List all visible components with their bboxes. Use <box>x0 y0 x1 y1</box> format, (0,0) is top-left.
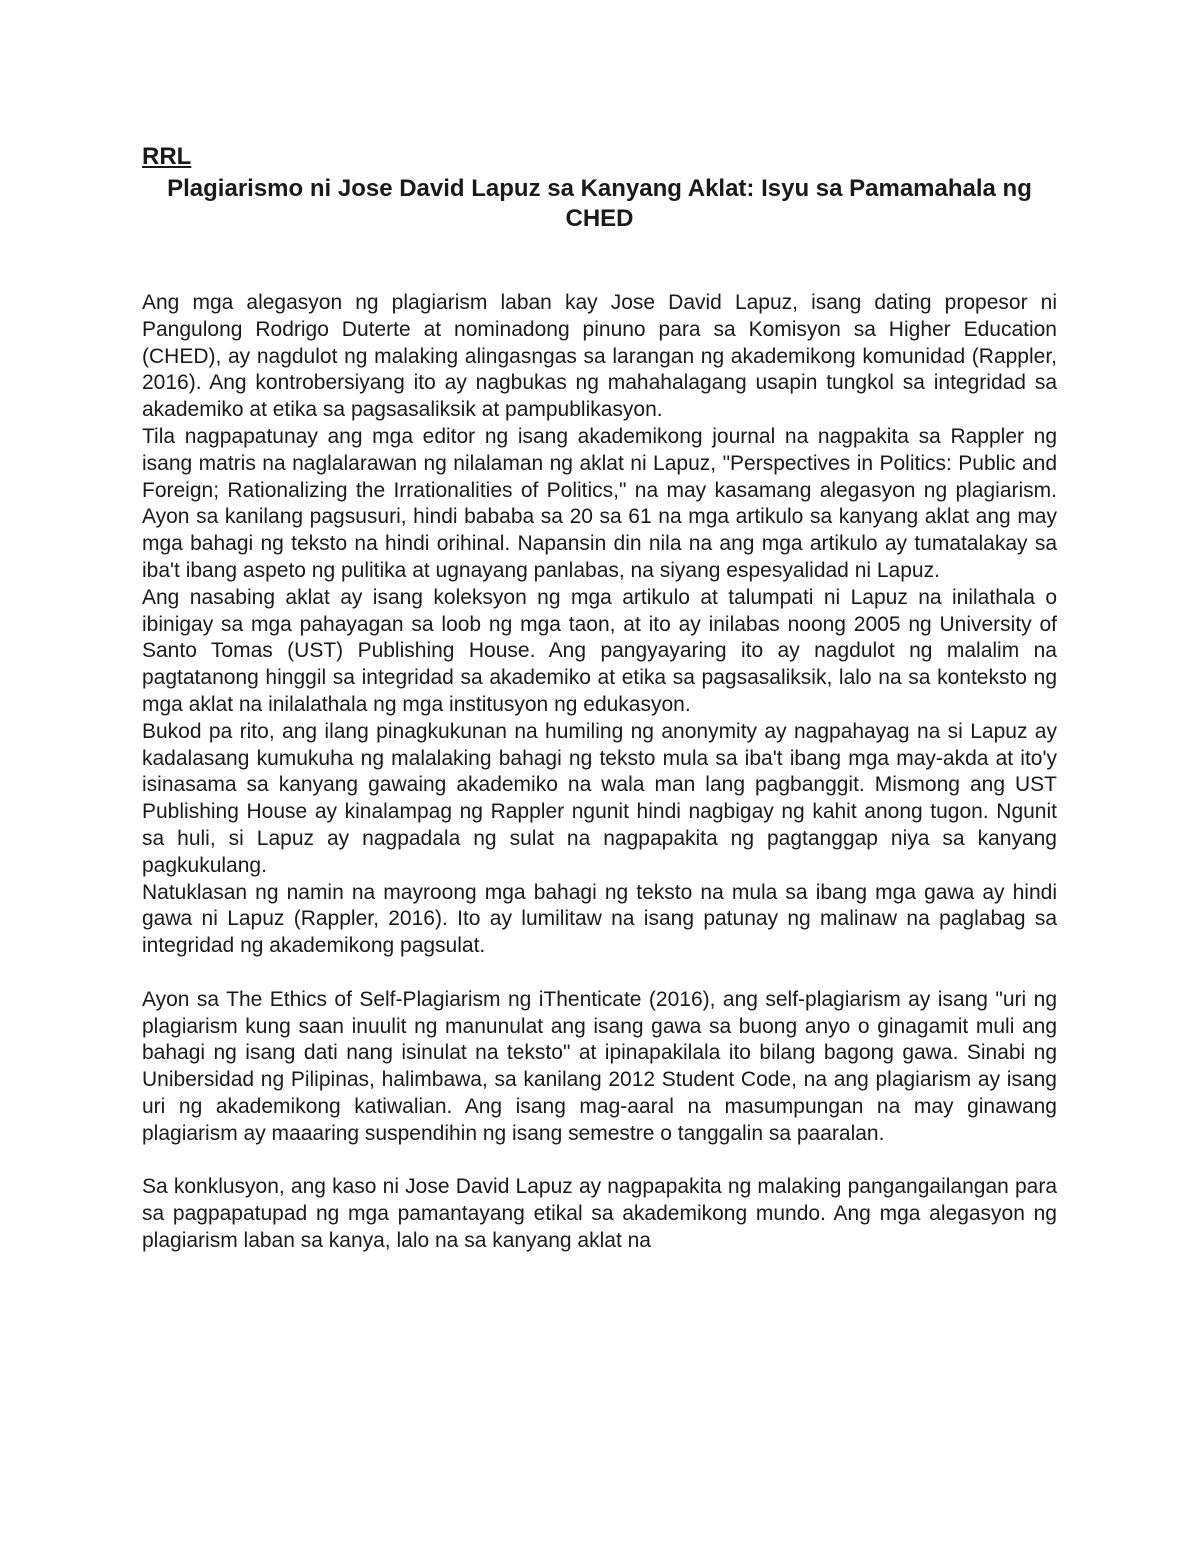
paragraph: Ang nasabing aklat ay isang koleksyon ng mga artikulo at talumpati ni Lapuz na inilathala o ibinigay sa mga pahayagan sa loob ng mga taon, at ito ay inilabas noong 2005 ng University of Santo Tomas (UST) Publishing House. Ang pangyayaring ito ay nagdulot ng malalim na pagtatanong hinggil sa integridad sa akademiko at etika sa pagsasaliksik, lalo na sa konteksto ng mga aklat na inilalathala ng mga institusyon ng edukasyon. <box>142 585 1057 716</box>
section-label: RRL <box>142 143 192 170</box>
paragraph: Tila nagpapatunay ang mga editor ng isang akademikong journal na nagpakita sa Rappler ng isang matris na naglalarawan ng nilalaman ng aklat ni Lapuz, "Perspectives in Politics: Public and Foreign; Rationalizing the Irrationalities of Politics," na may kasamang alegasyon ng plagiarism. Ayon sa kanilang pagsusuri, hindi bababa sa 20 sa 61 na mga artikulo sa kanyang aklat ang may mga bahagi ng teksto na hindi orihinal. Napansin din nila na ang mga artikulo ay tumatalakay sa iba't ibang aspeto ng pulitika at ugnayang panlabas, na siyang espesyalidad ni Lapuz. <box>142 424 1057 582</box>
document-body <box>142 290 1057 1255</box>
paragraph: Natuklasan ng namin na mayroong mga bahagi ng teksto na mula sa ibang mga gawa ay hindi gawa ni Lapuz (Rappler, 2016). Ito ay lumilitaw na isang patunay ng malinaw na paglabag sa integridad ng akademikong pagsulat. <box>142 880 1057 958</box>
document-title: Plagiarismo ni Jose David Lapuz sa Kanyang Aklat: Isyu sa Pamamahala ng CHED <box>167 175 1032 232</box>
paragraph: Sa konklusyon, ang kaso ni Jose David Lapuz ay nagpapakita ng malaking pangangailangan para sa pagpapatupad ng mga pamantayang etikal sa akademikong mundo. Ang mga alegasyon ng plagiarism laban sa kanya, lalo na sa kanyang aklat na <box>142 1175 1057 1252</box>
paragraph-gap <box>142 960 1057 987</box>
paragraph: Ayon sa The Ethics of Self-Plagiarism ng iThenticate (2016), ang self-plagiarism ay isang "uri ng plagiarism kung saan inuulit ng manunulat ang isang gawa sa buong anyo o ginagamit muli ang bahagi ng isang dati nang isinulat na teksto" at ipinapakilala ito bilang bagong gawa. Sinabi ng Unibersidad ng Pilipinas, halimbawa, sa kanilang 2012 Student Code, na ang plagiarism ay isang uri ng akademikong katiwalian. Ang isang mag-aaral na masumpungan na may ginawang plagiarism ay maaaring suspendihin ng isang semestre o tanggalin sa paaralan. <box>142 987 1057 1145</box>
paragraph: Bukod pa rito, ang ilang pinagkukunan na humiling ng anonymity ay nagpahayag na si Lapuz ay kadalasang kumukuha ng malalaking bahagi ng teksto mula sa iba't ibang mga may-akda at ito'y isinasama sa kanyang gawaing akademiko na wala man lang pagbanggit. Mismong ang UST Publishing House ay kinalampag ng Rappler ngunit hindi nagbigay ng kahit anong tugon. Ngunit sa huli, si Lapuz ay nagpadala ng sulat na nagpapakita ng pagtanggap niya sa kanyang pagkukulang. <box>142 719 1057 877</box>
paragraph: Ang mga alegasyon ng plagiarism laban kay Jose David Lapuz, isang dating propesor ni Pangulong Rodrigo Duterte at nominadong pinuno para sa Komisyon sa Higher Education (CHED), ay nagdulot ng malaking alingasngas sa larangan ng akademikong komunidad (Rappler, 2016). Ang kontrobersiyang ito ay nagbukas ng mahahalagang usapin tungkol sa integridad sa akademiko at etika sa pagsasaliksik at pampublikasyon. <box>142 291 1057 422</box>
paragraph-gap <box>142 1148 1057 1175</box>
document-content <box>142 142 1057 1255</box>
